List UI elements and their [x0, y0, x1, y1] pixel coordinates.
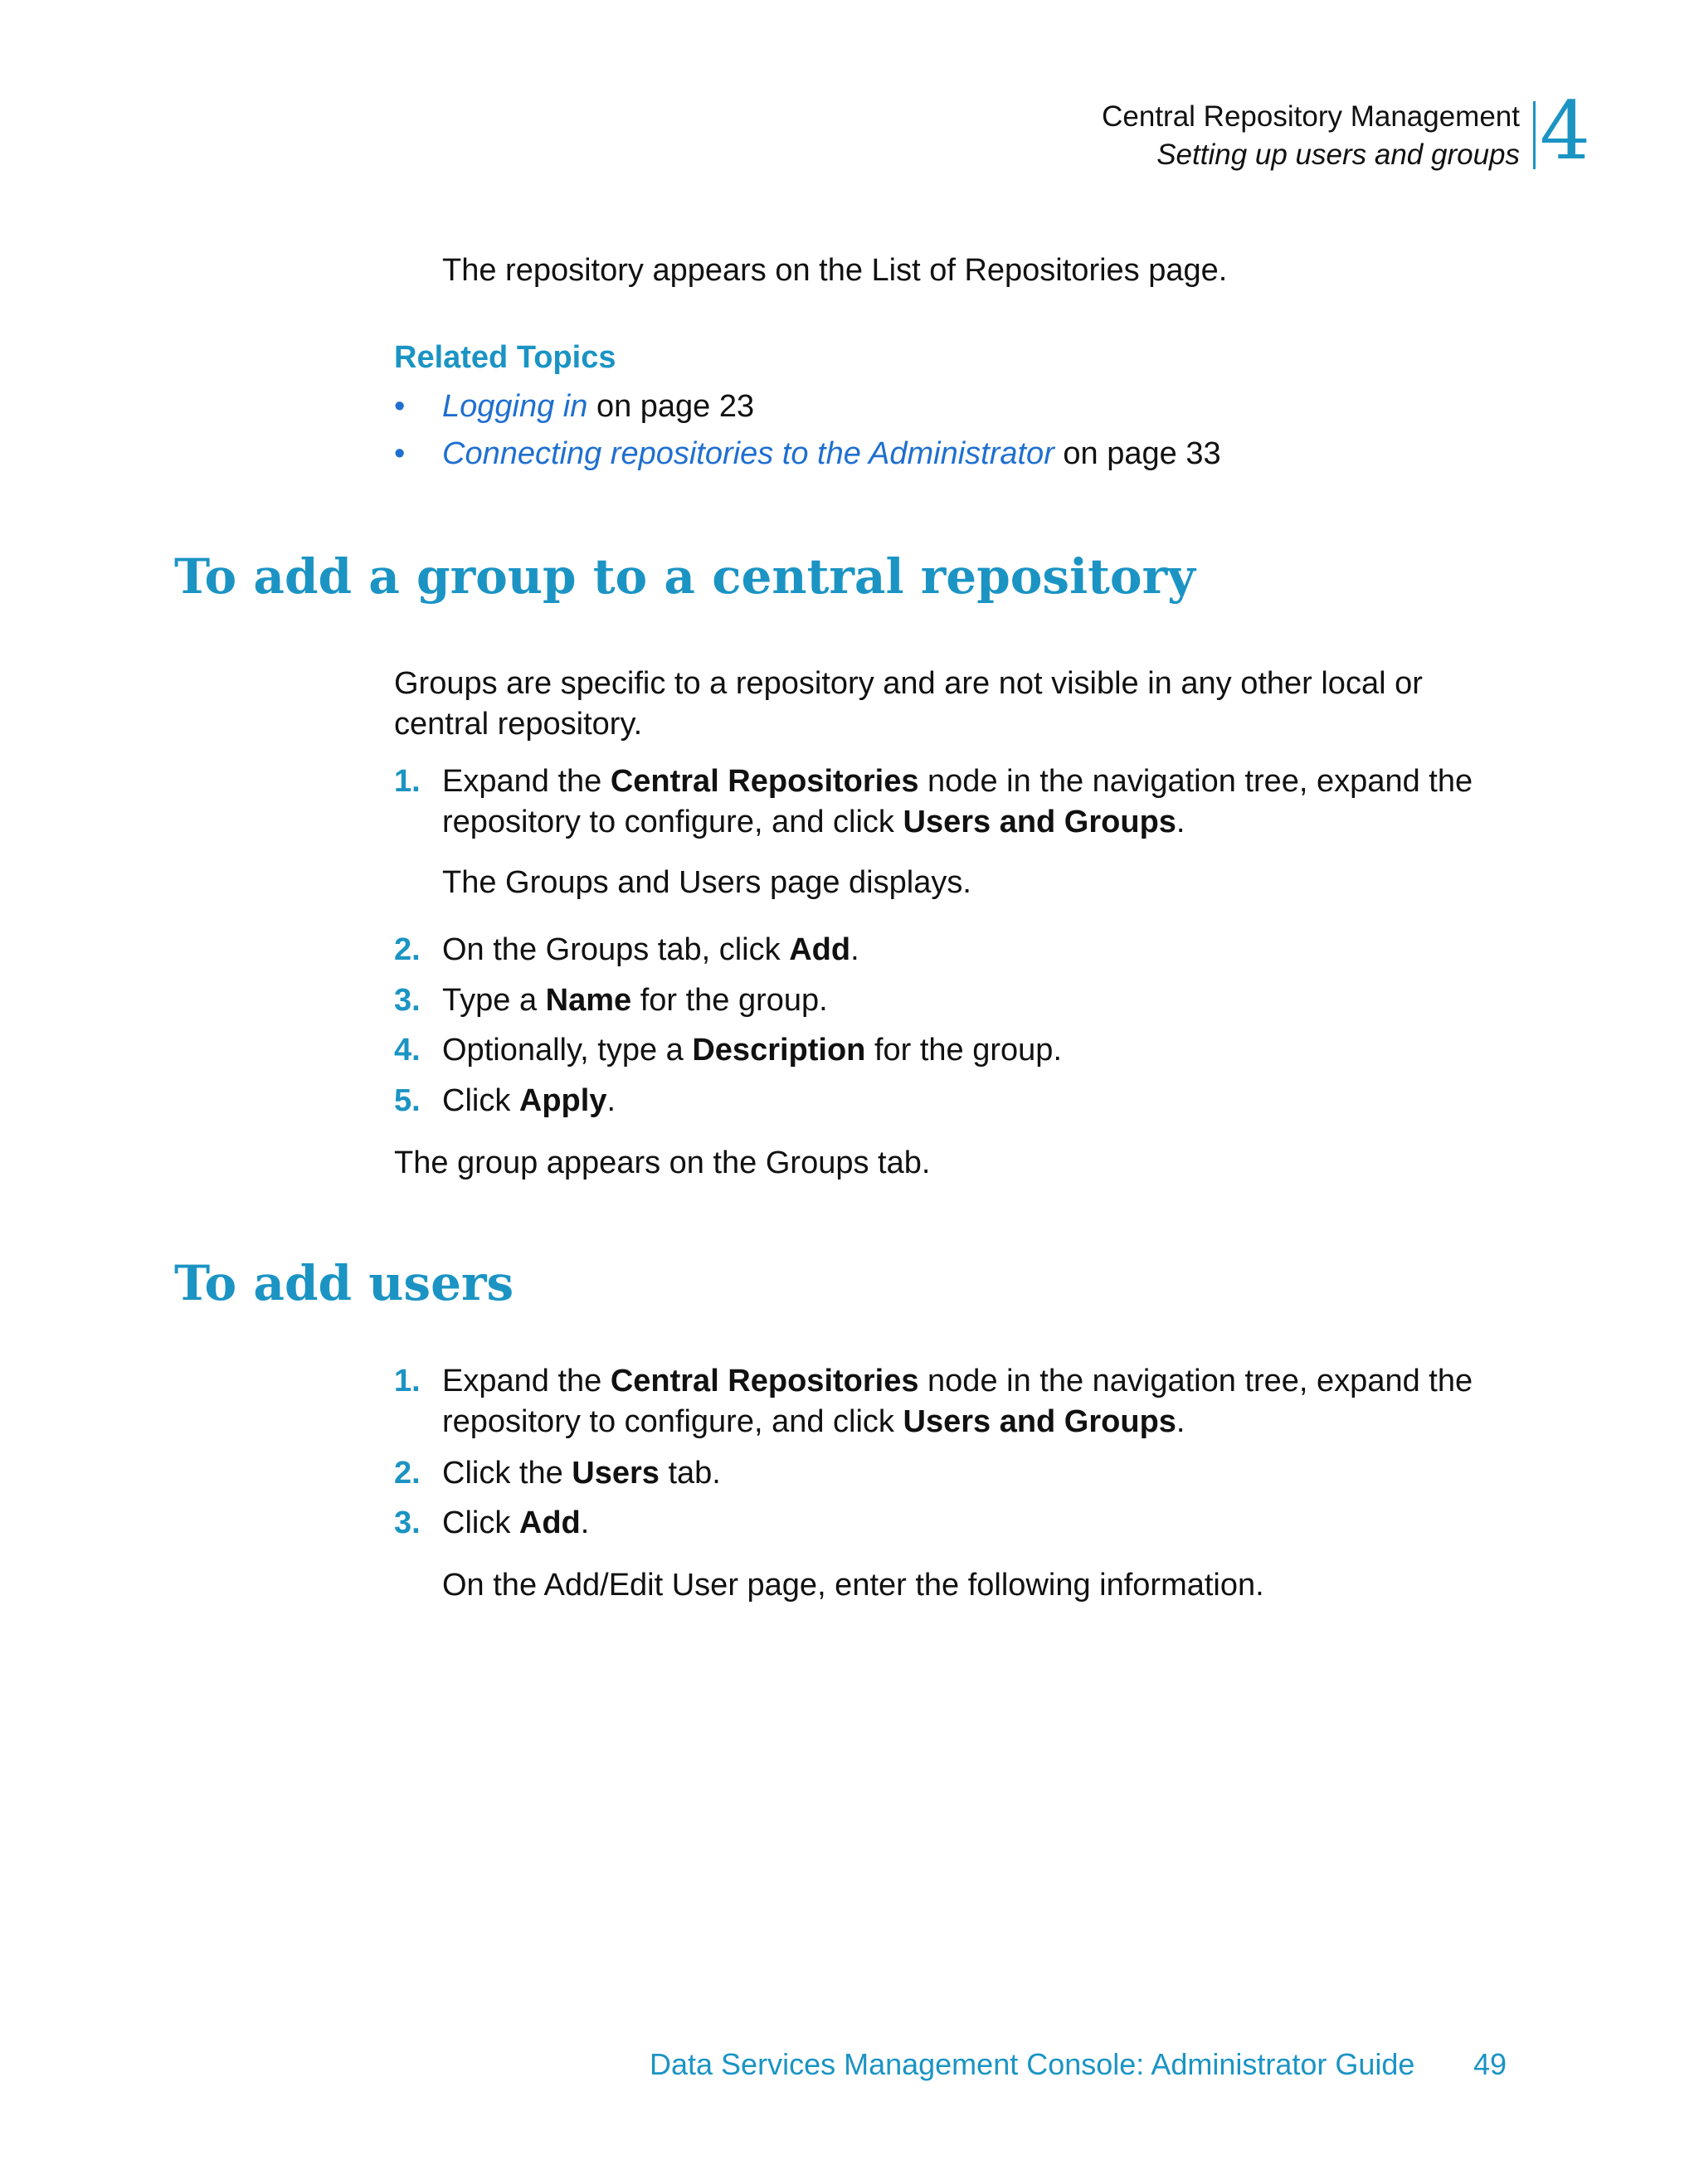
related-topics-title: Related Topics — [394, 340, 616, 375]
related-topic-item — [394, 387, 754, 427]
page-reference: on page 23 — [587, 389, 755, 424]
step-number: 2. — [394, 932, 421, 967]
section-heading: To add users — [174, 1255, 514, 1311]
step-item — [394, 930, 1522, 970]
step-text: Expand the Central Repositories node in the navigation tree, expand the repository to configure, and click Users and Groups. — [442, 764, 1473, 839]
step-text: Expand the Central Repositories node in the navigation tree, expand the repository to configure, and click Users and Groups. — [442, 1364, 1473, 1439]
step-item — [394, 1081, 1522, 1121]
step-number: 1. — [394, 1364, 421, 1398]
step-item — [394, 1030, 1522, 1071]
related-topic-link[interactable]: Logging in — [442, 389, 588, 424]
related-topic-link[interactable]: Connecting repositories to the Administrator — [442, 436, 1054, 471]
chapter-title: Central Repository Management — [1102, 100, 1520, 133]
step-text: Type a Name for the group. — [442, 983, 828, 1018]
step-item — [394, 1503, 1522, 1544]
step-number: 4. — [394, 1033, 421, 1068]
step-item — [394, 980, 1522, 1021]
section-result: The group appears on the Groups tab. — [394, 1146, 931, 1180]
related-topic-item — [394, 434, 1221, 474]
step-item — [394, 761, 1522, 843]
step-item — [394, 1453, 1522, 1494]
step-note: The Groups and Users page displays. — [442, 865, 971, 900]
header-divider — [1533, 101, 1536, 169]
step-number: 3. — [394, 1505, 421, 1540]
step-note: On the Add/Edit User page, enter the following information. — [442, 1568, 1264, 1603]
step-text: Click Add. — [442, 1505, 590, 1540]
step-text: Optionally, type a Description for the group. — [442, 1033, 1062, 1068]
step-number: 3. — [394, 983, 421, 1018]
page-reference: on page 33 — [1054, 436, 1221, 471]
running-header — [1102, 98, 1520, 174]
intro-sentence: The repository appears on the List of Repositories page. — [442, 253, 1228, 288]
bullet: • — [394, 436, 406, 471]
step-text: Click Apply. — [442, 1083, 616, 1118]
bullet: • — [394, 389, 406, 424]
section-intro: Groups are specific to a repository and are not visible in any other local or central repository. — [394, 666, 1423, 742]
step-number: 2. — [394, 1456, 421, 1491]
page-number: 49 — [1473, 2047, 1507, 2081]
step-text: Click the Users tab. — [442, 1456, 721, 1491]
footer-book-title: Data Services Management Console: Administrator Guide — [650, 2047, 1415, 2081]
section-heading: To add a group to a central repository — [174, 548, 1195, 605]
step-text: On the Groups tab, click Add. — [442, 932, 859, 967]
chapter-number: 4 — [1540, 85, 1591, 178]
section-title: Setting up users and groups — [1156, 139, 1520, 171]
step-number: 1. — [394, 764, 421, 799]
step-item — [394, 1361, 1522, 1442]
step-number: 5. — [394, 1083, 421, 1118]
